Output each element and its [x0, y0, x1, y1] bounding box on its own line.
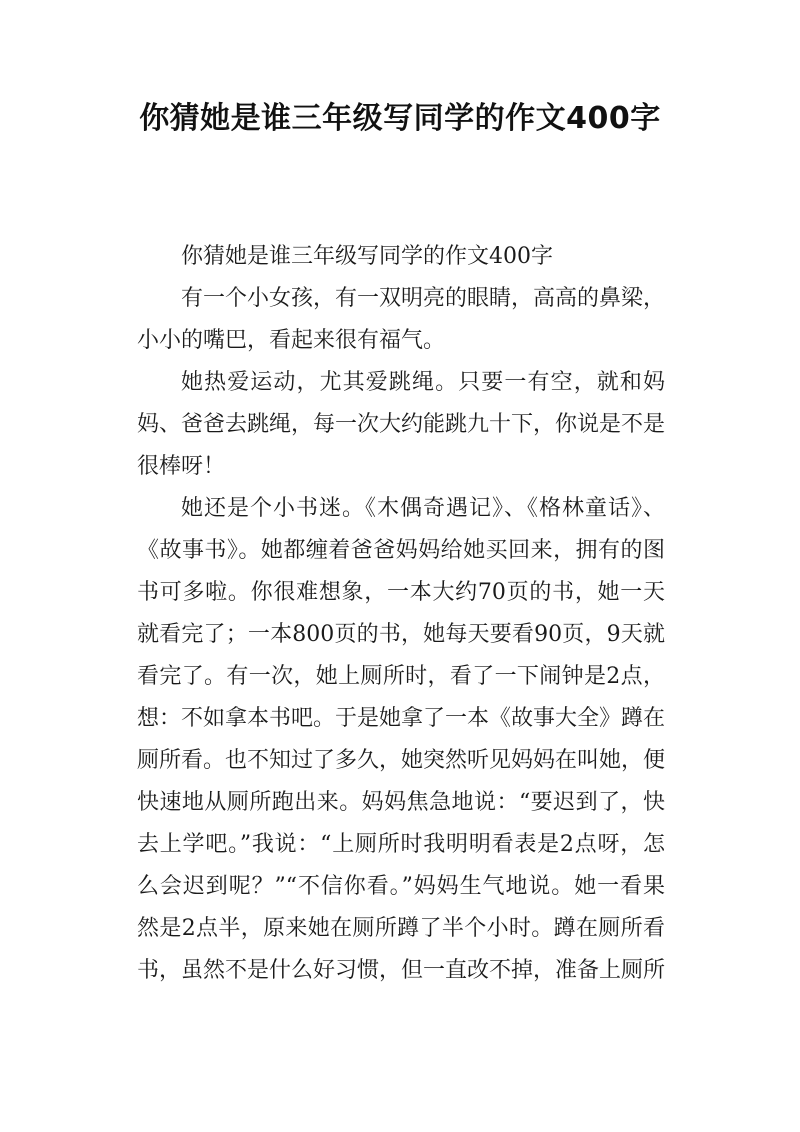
paragraph-sports: 她热爱运动，尤其爱跳绳。只要一有空，就和妈妈、爸爸去跳绳，每一次大约能跳九十下，你说是不是很棒呀！ [137, 370, 666, 479]
document-body [137, 236, 665, 992]
paragraph-heading: 你猜她是谁三年级写同学的作文400字 [181, 244, 553, 269]
document-title: 你猜她是谁三年级写同学的作文400字 [139, 101, 661, 136]
paragraph-appearance: 有一个小女孩，有一双明亮的眼睛，高高的鼻梁，小小的嘴巴，看起来很有福气。 [137, 286, 666, 353]
paragraph-reading: 她还是个小书迷。《木偶奇遇记》、《格林童话》、《故事书》。她都缠着爸爸妈妈给她买回来，拥有的图书可多啦。你很难想象，一本大约70页的书，她一天就看完了；一本800页的书，她每天要看90页，9天就看完了。有一次，她上厕所时，看了一下闹钟是2点，想：不如拿本书吧。于是她拿了一本《故事大全》蹲在厕所看。也不知过了多久，她突然听见妈妈在叫她，便快速地从厕所跑出来。妈妈焦急地说：“要迟到了，快去上学吧。”我说：“上厕所时我明明看表是2点呀，怎么会迟到呢？”“不信你看。”妈妈生气地说。她一看果然是2点半，原来她在厕所蹲了半个小时。蹲在厕所看书，虽然不是什么好习惯，但一直改不掉，准备上厕所 [137, 496, 666, 983]
